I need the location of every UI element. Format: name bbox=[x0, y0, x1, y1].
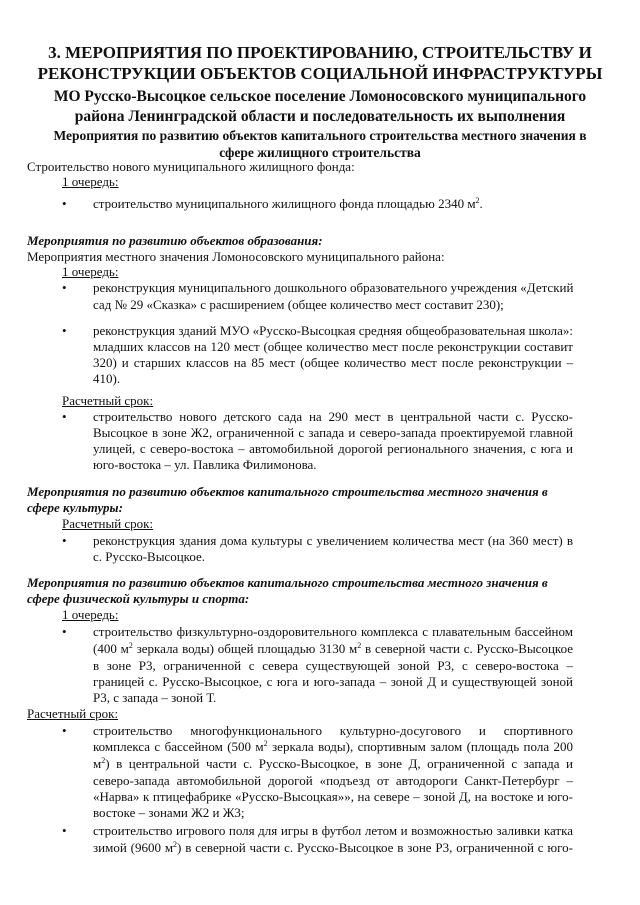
sport-item-3-line-2: зимой (9600 $м^2$) в северной части с. Русско-Высоцкое в зоне Р3, ограниченной с юго- bbox=[93, 840, 573, 855]
bullet-icon: • bbox=[62, 409, 67, 424]
sport-item-1-line-5: Р3, с запада – зоной Т. bbox=[93, 690, 217, 705]
sport-item-2-line-3: $м^2$) в центральной части с. Русско-Высоцкое, в зоне Д, ограниченной с запада и bbox=[93, 756, 573, 771]
section-subtitle-line-3: МО Русско-Высоцкое сельское поселение Ломоносовского муниципального bbox=[53, 88, 587, 105]
sport-term-label: Расчетный срок: bbox=[27, 706, 119, 721]
education-item-2-line-1: реконструкция зданий МУО «Русско-Высоцкая средняя общеобразовательная школа»: bbox=[93, 323, 573, 338]
education-item-3-line-1: строительство нового детского сада на 290 мест в центральной части с. Русско- bbox=[93, 409, 573, 424]
education-item-1-line-2: сад № 29 «Сказка» с расширением (общее количество мест составит 230); bbox=[93, 297, 504, 312]
sport-item-2-line-5: «Нарва» к птицефабрике «Русско-Высоцкая»», на севере – зоной Д, на востоке и юго- bbox=[93, 789, 573, 804]
sport-item-3-line-1: строительство игрового поля для игры в футбол летом и возможностью заливки катка bbox=[93, 823, 573, 838]
sport-item-1-line-4: границей с. Русско-Высоцкое, с юга и юго-запада – зоной Д и существующей зоной bbox=[93, 674, 573, 689]
education-item-3-line-2: Высоцкое в зоне Ж2, ограниченной с запада и северо-запада проектируемой главной bbox=[93, 425, 573, 440]
housing-queue-label: 1 очередь: bbox=[62, 174, 119, 189]
culture-item-1-line-1: реконструкция здания дома культуры с увеличением количества мест (на 360 мест) в bbox=[93, 533, 573, 548]
education-intro: Мероприятия местного значения Ломоносовского муниципального района: bbox=[27, 249, 445, 264]
sport-heading-line-2: сфере физической культуры и спорта: bbox=[27, 591, 250, 606]
culture-term-label: Расчетный срок: bbox=[62, 516, 154, 531]
sport-queue-label: 1 очередь: bbox=[62, 607, 119, 622]
education-term-label: Расчетный срок: bbox=[62, 393, 154, 408]
housing-intro: Строительство нового муниципального жилищного фонда: bbox=[27, 159, 355, 174]
culture-heading-line-2: сфере культуры: bbox=[27, 500, 123, 515]
education-item-3-line-4: юго-востока – ул. Павлика Филимонова. bbox=[93, 457, 317, 472]
section-subtitle-line-4: района Ленинградской области и последовательность их выполнения bbox=[74, 108, 566, 125]
education-item-3-line-3: улицей, с северо-востока – автомобильной дорогой регионального значения, с юга и bbox=[93, 441, 573, 456]
education-item-2-line-3: 320) и старших классов на 85 мест (общее количество мест после реконструкции – bbox=[93, 355, 573, 370]
section-title-line-2: РЕКОНСТРУКЦИИ ОБЪЕКТОВ СОЦИАЛЬНОЙ ИНФРАСТРУКТУРЫ bbox=[37, 64, 603, 83]
culture-item-1-line-2: с. Русско-Высоцкое. bbox=[93, 549, 205, 564]
section-title-line-1: 3. МЕРОПРИЯТИЯ ПО ПРОЕКТИРОВАНИЮ, СТРОИТЕЛЬСТВУ И bbox=[48, 43, 592, 62]
bullet-icon: • bbox=[62, 533, 67, 548]
bullet-icon: • bbox=[62, 823, 67, 838]
sport-item-2-line-2: комплекса с бассейном (500 $м^2$ зеркала воды), спортивным залом (площадь пола 200 bbox=[93, 739, 573, 754]
culture-heading-line-1: Мероприятия по развитию объектов капитального строительства местного значения в bbox=[27, 484, 548, 499]
sport-item-2-line-1: строительство многофункционального культурно-досугового и спортивного bbox=[93, 723, 573, 738]
sport-heading-line-1: Мероприятия по развитию объектов капитального строительства местного значения в bbox=[27, 575, 548, 590]
housing-item-1: строительство муниципального жилищного фонда площадью 2340 $м^2$. bbox=[93, 196, 483, 211]
sport-item-1-line-1: строительство физкультурно-оздоровительного комплекса с плавательным бассейном bbox=[93, 624, 573, 639]
bullet-icon: • bbox=[62, 323, 67, 338]
bullet-icon: • bbox=[62, 624, 67, 639]
education-item-1-line-1: реконструкция муниципального дошкольного образовательного учреждения «Детский bbox=[93, 280, 574, 295]
education-item-2-line-4: 410). bbox=[93, 371, 121, 386]
sport-item-2-line-6: востоке – зонами Ж2 и Ж3; bbox=[93, 805, 245, 820]
education-heading: Мероприятия по развитию объектов образования: bbox=[27, 233, 323, 248]
bullet-icon: • bbox=[62, 196, 67, 211]
education-item-2-line-2: младших классов на 120 мест (общее количество мест после реконструкции составит bbox=[93, 339, 573, 354]
section-subtitle-line-6: сфере жилищного строительства bbox=[219, 145, 421, 160]
sport-item-2-line-4: северо-запада автомобильной дорогой «подъезд от автодороги Санкт-Петербург – bbox=[93, 773, 573, 788]
bullet-icon: • bbox=[62, 280, 67, 295]
bullet-icon: • bbox=[62, 723, 67, 738]
section-subtitle-line-5: Мероприятия по развитию объектов капитального строительства местного значения в bbox=[53, 128, 587, 143]
sport-item-1-line-3: в зоне Р3, ограниченной с севера существующей зоной Р3, с северо-востока – bbox=[93, 658, 573, 673]
sport-item-1-line-2: (400 $м^2$ зеркала воды) общей площадью 3130 $м^2$ в северной части с. Русско-Высоцкое bbox=[93, 641, 573, 656]
education-queue-label: 1 очередь: bbox=[62, 264, 119, 279]
